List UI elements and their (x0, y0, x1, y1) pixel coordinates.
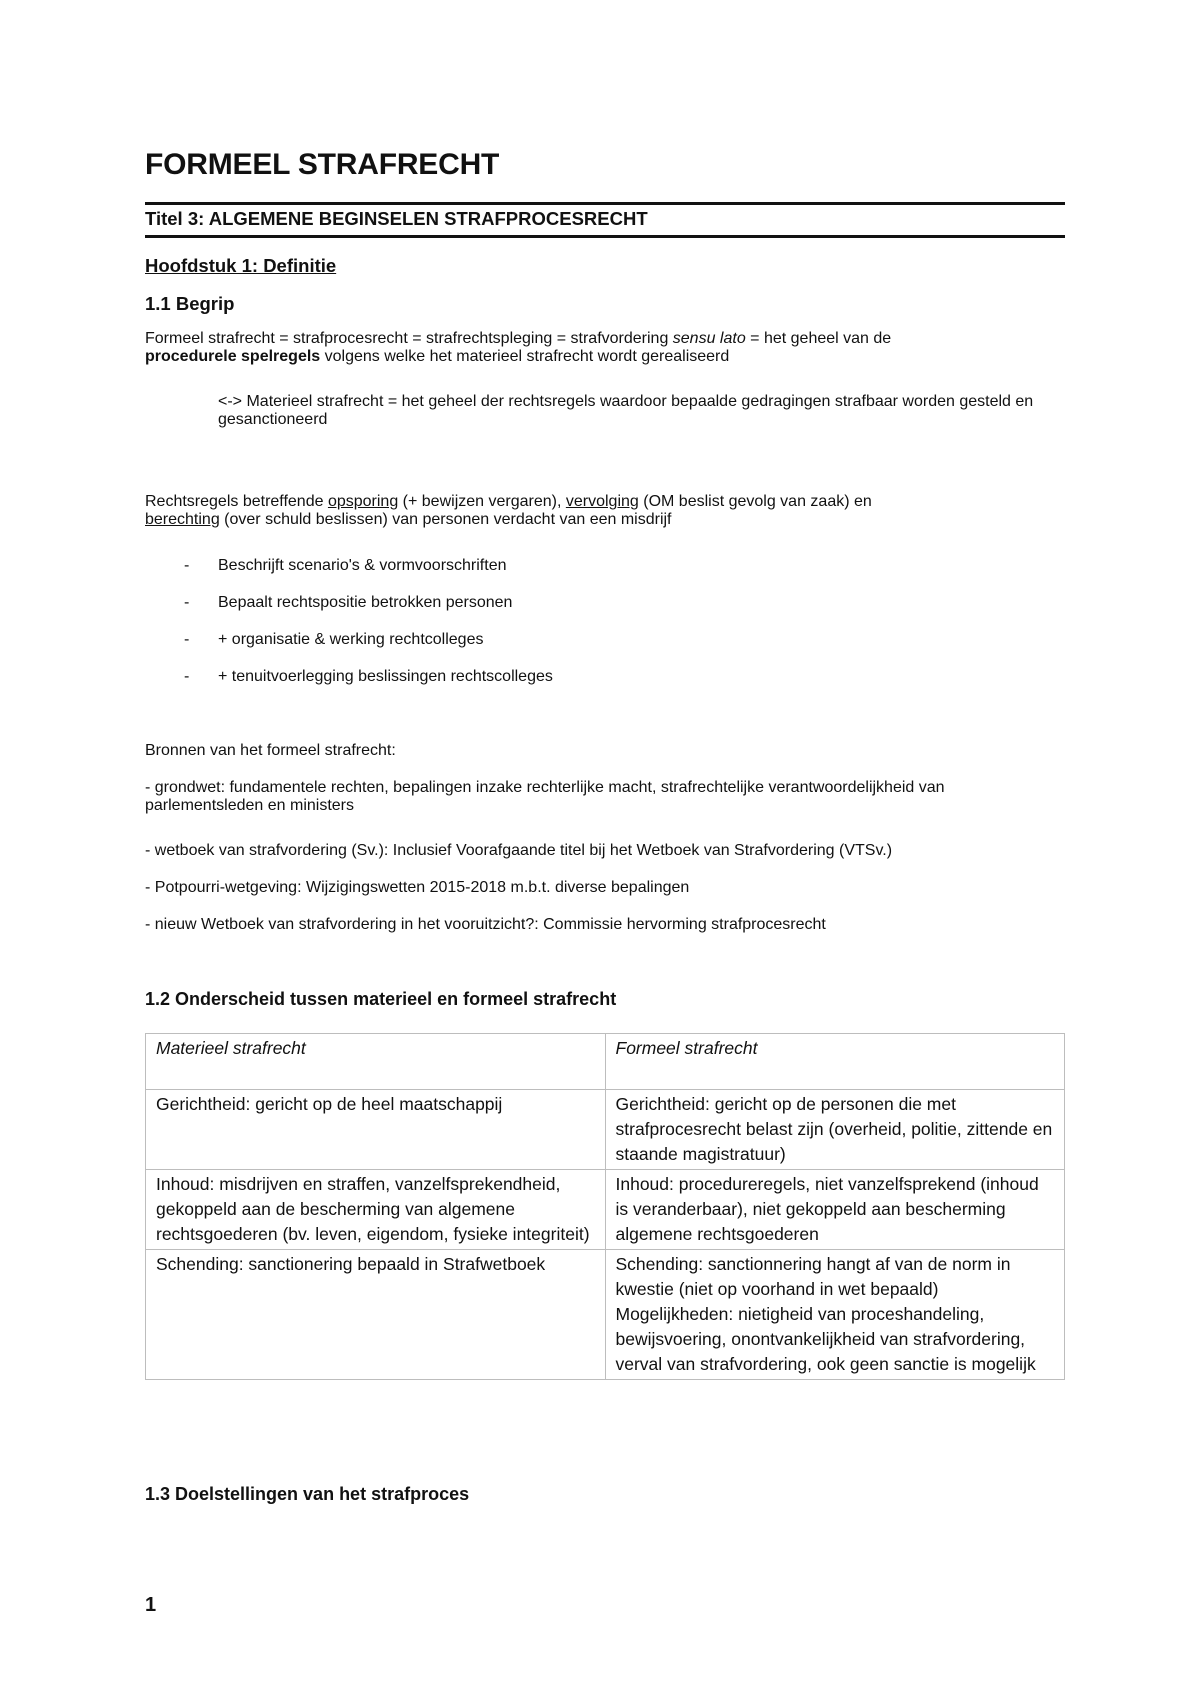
chapter-heading: Hoofdstuk 1: Definitie (145, 255, 337, 276)
source-item: - wetboek van strafvordering (Sv.): Inclusief Voorafgaande titel bij het Wetboek van Strafvordering (VTSv.) (145, 842, 893, 859)
document-title: FORMEEL STRAFRECHT (145, 148, 500, 181)
table-cell: Schending: sanctionnering hangt af van de norm in kwestie (niet op voorhand in wet bepaald) Mogelijkheden: nietigheid van proceshandeling, bewijsvoering, onontvankelijkheid van strafvordering, verval van strafvordering, ook geen sanctie is mogelijk (605, 1250, 1065, 1380)
list-item-text: Beschrijft scenario's & vormvoorschriften (218, 557, 507, 574)
section-1-3-heading: 1.3 Doelstellingen van het strafproces (145, 1484, 470, 1504)
definition-text: Formeel strafrecht = strafprocesrecht = strafrechtspleging = strafvordering (145, 330, 673, 347)
sources-heading: Bronnen van het formeel strafrecht: (145, 742, 396, 759)
rules-text: (+ bewijzen vergaren), (398, 493, 566, 510)
source-item: - grondwet: fundamentele rechten, bepalingen inzake rechterlijke macht, strafrechtelijke verantwoordelijkheid van parlementsleden en ministers (145, 779, 945, 814)
rules-underlined: opsporing (327, 493, 399, 510)
title-rule-bottom (145, 235, 1065, 238)
definition-italic: sensu lato (672, 330, 746, 347)
table-header-cell: Formeel strafrecht (605, 1034, 1065, 1090)
list-item-text: Bepaalt rechtspositie betrokken personen (218, 594, 513, 611)
definition-text: volgens welke het materieel strafrecht wordt gerealiseerd (320, 348, 730, 365)
bullet-marker: - (184, 668, 190, 685)
rules-text: (over schuld beslissen) van personen verdacht van een misdrijf (219, 511, 672, 528)
table-row (146, 1170, 1065, 1250)
table-row (146, 1250, 1065, 1380)
title-rule-top (145, 202, 1065, 205)
contrast-paragraph: <-> Materieel strafrecht = het geheel der rechtsregels waardoor bepaalde gedragingen strafbaar worden gesteld en gesanctioneerd (218, 393, 1034, 428)
definition-text: = het geheel van de (745, 330, 892, 347)
bullet-marker: - (184, 594, 190, 611)
section-1-2-heading: 1.2 Onderscheid tussen materieel en formeel strafrecht (145, 989, 617, 1009)
rules-underlined: vervolging (565, 493, 639, 510)
bullet-marker: - (184, 631, 190, 648)
table-cell: Inhoud: procedureregels, niet vanzelfsprekend (inhoud is veranderbaar), niet gekoppeld aan bescherming algemene rechtsgoederen (605, 1170, 1065, 1250)
table-row (146, 1090, 1065, 1170)
bullet-marker: - (184, 557, 190, 574)
list-item-text: + tenuitvoerlegging beslissingen rechtscolleges (218, 668, 553, 685)
table-cell: Gerichtheid: gericht op de personen die met strafprocesrecht belast zijn (overheid, politie, zittende en staande magistratuur) (605, 1090, 1065, 1170)
section-1-1-heading: 1.1 Begrip (145, 293, 235, 314)
list-item (184, 594, 512, 612)
comparison-table (145, 1033, 1065, 1380)
list-item (184, 668, 553, 686)
table-cell: Schending: sanctionering bepaald in Strafwetboek (146, 1250, 606, 1380)
table-cell: Gerichtheid: gericht op de heel maatschappij (146, 1090, 606, 1170)
table-cell: Inhoud: misdrijven en straffen, vanzelfsprekendheid, gekoppeld aan de bescherming van algemene rechtsgoederen (bv. leven, eigendom, fysieke integriteit) (146, 1170, 606, 1250)
titel-heading: Titel 3: ALGEMENE BEGINSELEN STRAFPROCESRECHT (145, 208, 648, 229)
source-item: - nieuw Wetboek van strafvordering in het vooruitzicht?: Commissie hervorming strafprocesrecht (145, 916, 826, 933)
rules-underlined: berechting (145, 511, 220, 528)
list-item (184, 631, 483, 649)
table-header-row (146, 1034, 1065, 1090)
table-header-cell: Materieel strafrecht (146, 1034, 606, 1090)
rules-paragraph (145, 493, 1065, 529)
rules-text: Rechtsregels betreffende (145, 493, 328, 510)
page-number: 1 (145, 1594, 157, 1616)
source-item: - Potpourri-wetgeving: Wijzigingswetten 2015-2018 m.b.t. diverse bepalingen (145, 879, 690, 896)
list-item-text: + organisatie & werking rechtcolleges (218, 631, 484, 648)
list-item (184, 557, 506, 575)
rules-text: (OM beslist gevolg van zaak) en (638, 493, 872, 510)
definition-bold: procedurele spelregels (145, 348, 321, 365)
definition-paragraph (145, 330, 1065, 366)
